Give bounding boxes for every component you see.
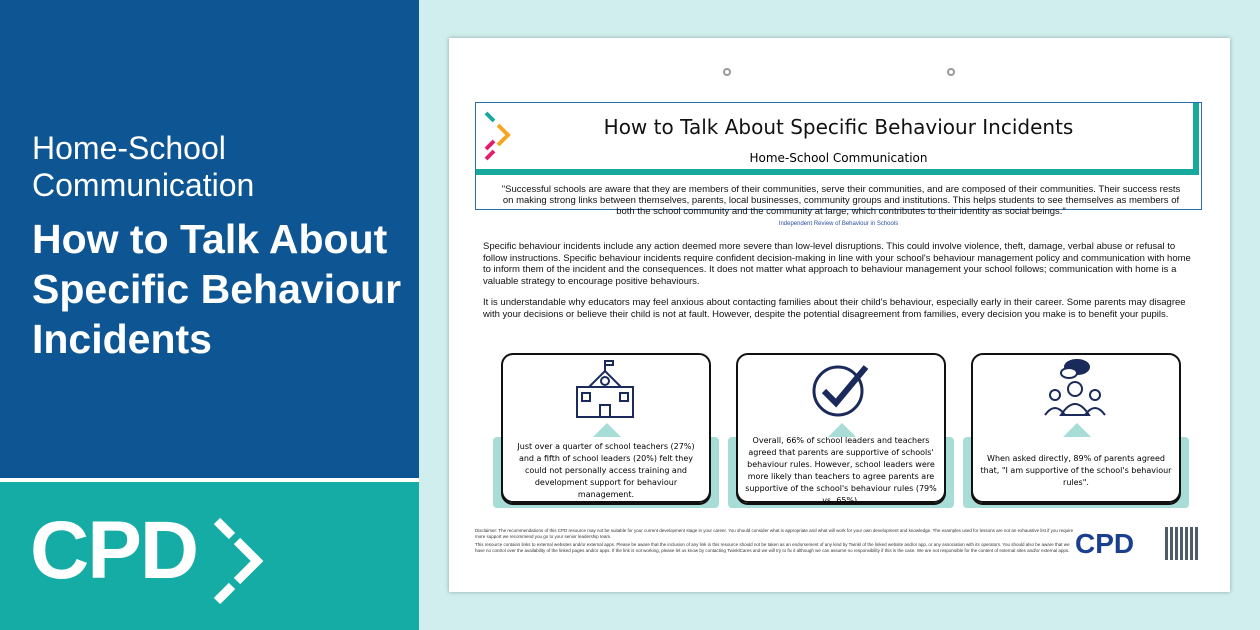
people-chat-icon <box>1043 357 1107 421</box>
disclaimer-text: This resource contains links to external websites and/or external apps. Please be aware that the inclusion of any link in this resource should not be taken as an endorsement of any kind by Twinkl of the linked website and/or app, or any association with its operators. You should also be aware that we have no control over the availability of the linked pages and/or apps. If the link is not working, please let us know by contacting TwinklCares and we will try to fix it although we can assume no responsibility if this is the case. We are not responsible for the content of external sites and/or external apps. <box>475 542 1070 553</box>
cpd-logo: CPD <box>1075 528 1135 559</box>
stat-text: When asked directly, 89% of parents agreed that, "I am supportive of the school's behaviour rules". <box>971 441 1181 503</box>
stat-text: Overall, 66% of school leaders and teachers agreed that parents are supportive of schools' behaviour rules. However, school leaders were more likely than teachers to agree parents are supportive of the school's behaviour rules (79% vs. 65%). <box>736 441 946 503</box>
school-icon <box>573 357 637 421</box>
punch-hole <box>947 68 955 76</box>
document-subtitle: Home-School Communication <box>749 151 928 165</box>
paragraph: It is understandable why educators may feel anxious about contacting families about their child's behaviour, especially early in their career. Some parents may disagree with your decisions or believe their child is not at fault. However, despite the potential disagreement from families, every decision you make is to benefit your pupils. <box>483 297 1186 320</box>
banner-subtitle: Home-School Communication <box>32 130 255 203</box>
cpd-logo-bar <box>0 478 419 630</box>
stat-text: Just over a quarter of school teachers (27%) and a fifth of school leaders (20%) felt they could not personally access training and development support for behaviour management. <box>501 441 711 503</box>
chevrons-icon <box>212 516 272 606</box>
quote-source-link[interactable]: Independent Review of Behaviour in Schools <box>778 221 899 227</box>
stat-card <box>736 353 946 508</box>
banner-title: How to Talk About Specific Behaviour Incidents <box>32 216 402 362</box>
punch-hole <box>723 68 731 76</box>
paragraph: Specific behaviour incidents include any action deemed more severe than low-level disruptions. This could involve violence, theft, damage, verbal abuse or refusal to follow instructions. Specific behaviour incidents require confident decision-making in line with your school's behaviour management policy and communication with home to inform them of the incident and the consequences. It does not matter what approach to behaviour management your school follows; communication with home is a valuable strategy to encourage positive behaviours. <box>483 241 1191 288</box>
document-title: How to Talk About Specific Behaviour Incidents <box>603 115 1074 139</box>
banner-panel <box>0 0 419 478</box>
quote: "Successful schools are aware that they are members of their communities, serve their communities, and are composed of their communities. Their success rests on making strong links between themselves, parents, local businesses, community groups and institutions. This helps students to see themselves as members of both the school community and the community at large, which contributes to their identity as social beings." <box>501 184 1181 217</box>
disclaimer <box>475 528 1075 556</box>
document-preview <box>449 38 1230 592</box>
cpd-logo: CPD <box>30 505 198 596</box>
disclaimer-text: Disclaimer: The recommendations of this CPD resource may not be suitable for your current development stage in your career. You should consider what is appropriate and what will work for your own development and knowledge. The examples used for lessons are not an exhaustive list if you require more support we recommend you go to your senior leadership team. <box>475 528 1074 539</box>
document-header <box>475 102 1202 227</box>
checkmark-icon <box>808 357 872 421</box>
qr-code <box>1165 527 1198 560</box>
stat-card <box>971 353 1181 508</box>
stat-card <box>501 353 711 508</box>
